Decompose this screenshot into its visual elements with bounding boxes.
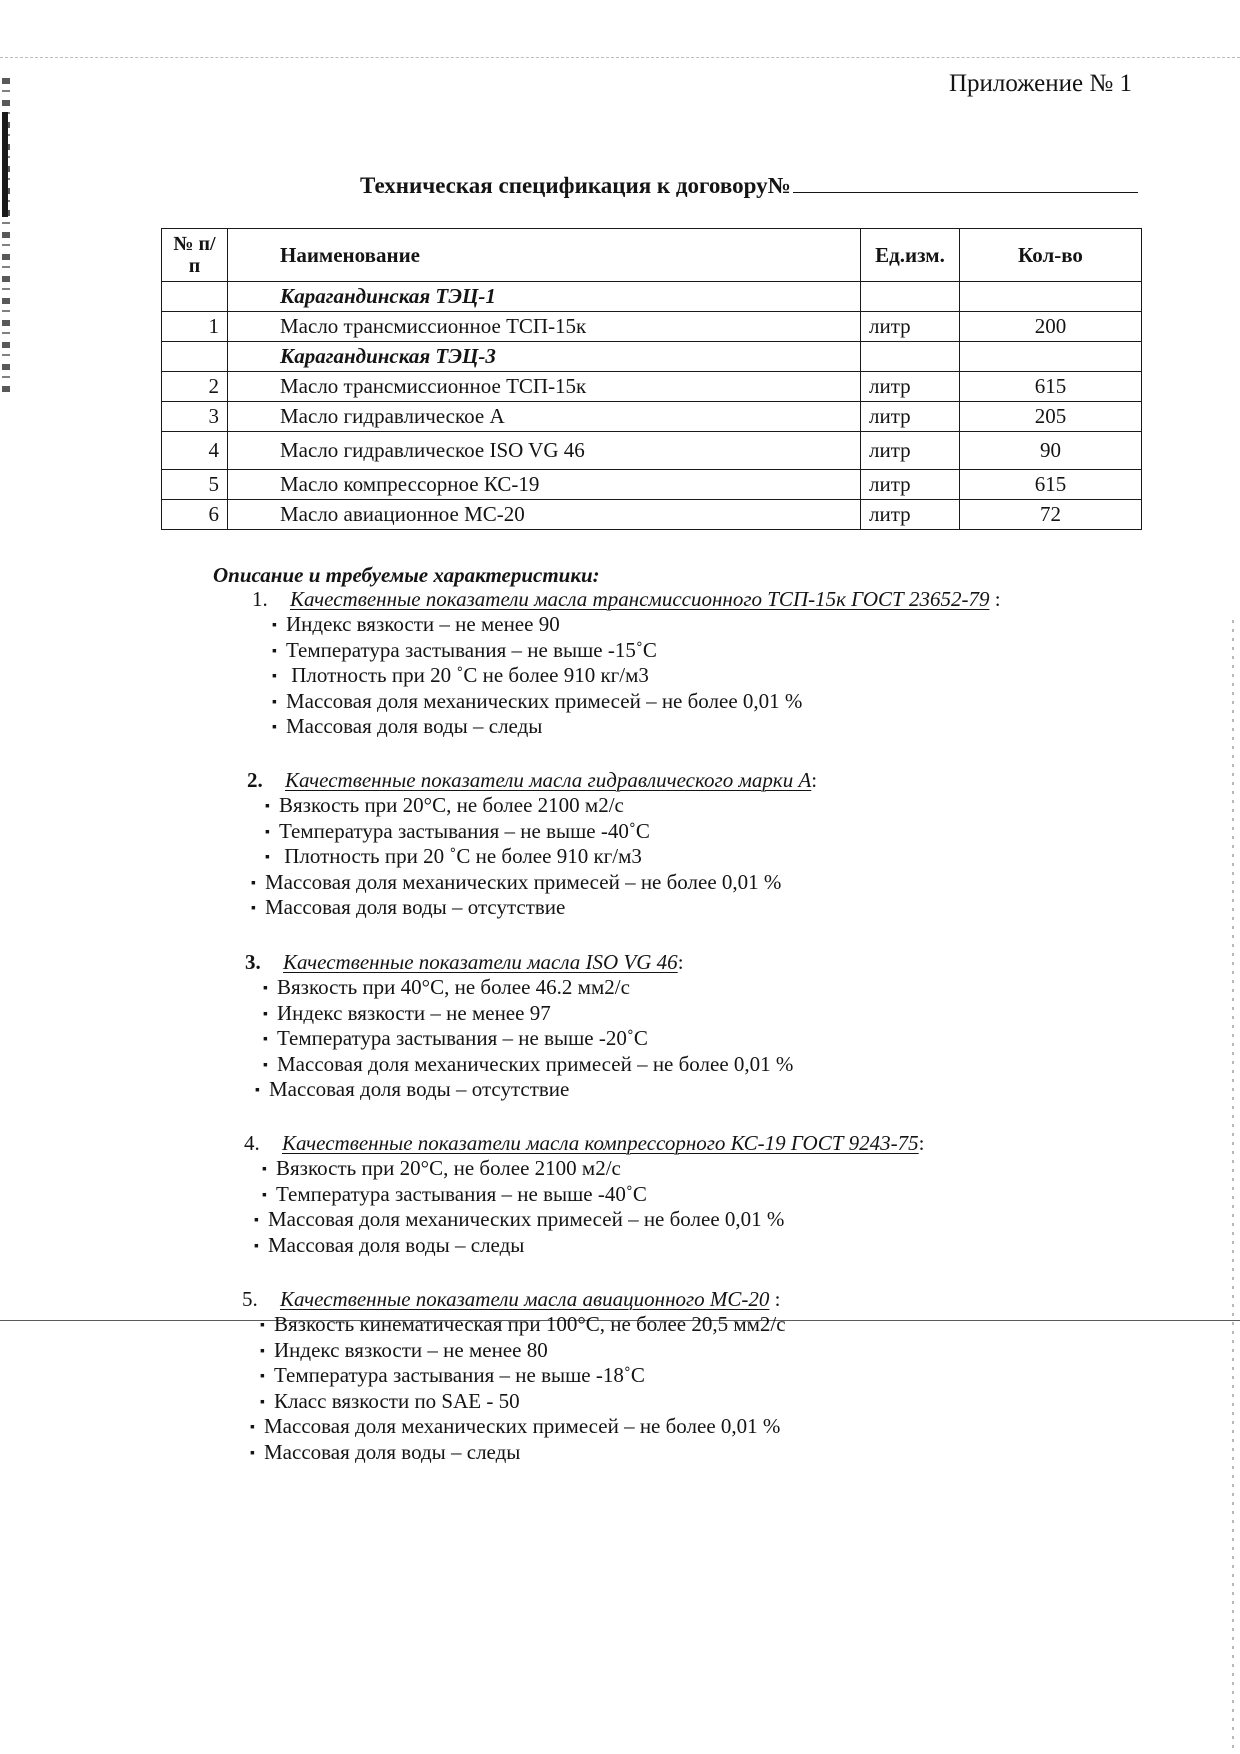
cell-number: 3 bbox=[162, 402, 228, 432]
list-item: ▪ Плотность при 20 ˚С не более 910 кг/м3 bbox=[272, 663, 1001, 689]
list-item: ▪ Массовая доля механических примесей – не более 0,01 % bbox=[263, 1052, 793, 1078]
section-number: 1. bbox=[252, 587, 268, 611]
requirements-section bbox=[242, 1287, 786, 1465]
cell-unit: литр bbox=[861, 402, 960, 432]
cell-unit: литр bbox=[861, 432, 960, 470]
description-title: Описание и требуемые характеристики: bbox=[213, 563, 600, 587]
scan-edge-top bbox=[0, 57, 1240, 58]
table-row bbox=[162, 312, 1142, 342]
requirements-section bbox=[247, 768, 817, 921]
column-header-unit: Ед.изм. bbox=[861, 229, 960, 282]
list-item: ▪ Температура застывания – не выше -40˚С bbox=[262, 1182, 925, 1208]
cell-number bbox=[162, 282, 228, 312]
section-heading bbox=[242, 1287, 786, 1312]
cell-name: Масло трансмиссионное ТСП-15к bbox=[228, 312, 861, 342]
contract-number-blank bbox=[793, 174, 1138, 193]
list-item: ▪ Индекс вязкости – не менее 90 bbox=[272, 612, 1001, 638]
table-section-row bbox=[162, 282, 1142, 312]
document-title-text: Техническая спецификация к договору№ bbox=[360, 173, 791, 198]
list-item: ▪ Вязкость при 20°С, не более 2100 м2/с bbox=[262, 1156, 925, 1182]
list-item: ▪ Массовая доля воды – следы bbox=[250, 1440, 786, 1466]
cell-unit: литр bbox=[861, 470, 960, 500]
cell-name: Масло гидравлическое ISO VG 46 bbox=[228, 432, 861, 470]
cell-unit: литр bbox=[861, 500, 960, 530]
section-heading-suffix: : bbox=[989, 587, 1001, 611]
table-row bbox=[162, 470, 1142, 500]
requirements-section bbox=[245, 950, 793, 1103]
cell-quantity bbox=[960, 342, 1142, 372]
section-heading-text: Качественные показатели масла компрессорного КС-19 ГОСТ 9243-75 bbox=[282, 1131, 919, 1155]
cell-quantity bbox=[960, 282, 1142, 312]
cell-name: Масло компрессорное КС-19 bbox=[228, 470, 861, 500]
cell-name: Карагандинская ТЭЦ-3 bbox=[228, 342, 861, 372]
requirements-list bbox=[272, 612, 1001, 740]
section-heading bbox=[247, 768, 817, 793]
column-header-quantity: Кол-во bbox=[960, 229, 1142, 282]
requirements-list bbox=[265, 793, 817, 921]
cell-number: 2 bbox=[162, 372, 228, 402]
cell-unit bbox=[861, 342, 960, 372]
table-header-row bbox=[162, 229, 1142, 282]
cell-number: 1 bbox=[162, 312, 228, 342]
list-item: ▪ Температура застывания – не выше -20˚С bbox=[263, 1026, 793, 1052]
section-heading-suffix: : bbox=[769, 1287, 781, 1311]
list-item: ▪ Индекс вязкости – не менее 80 bbox=[260, 1338, 786, 1364]
list-item: ▪ Массовая доля воды – отсутствие bbox=[255, 1077, 793, 1103]
cell-quantity: 615 bbox=[960, 470, 1142, 500]
list-item: ▪ Температура застывания – не выше -15˚С bbox=[272, 638, 1001, 664]
requirements-list bbox=[260, 1312, 786, 1465]
section-heading-text: Качественные показатели масла гидравлического марки А bbox=[285, 768, 812, 792]
cell-number: 6 bbox=[162, 500, 228, 530]
specification-table bbox=[161, 228, 1142, 530]
section-heading bbox=[245, 950, 793, 975]
requirements-list bbox=[263, 975, 793, 1103]
section-heading-text: Качественные показатели масла авиационного МС-20 bbox=[280, 1287, 770, 1311]
requirements-section bbox=[244, 1131, 925, 1258]
list-item: ▪ Массовая доля механических примесей – не более 0,01 % bbox=[250, 1414, 786, 1440]
cell-quantity: 200 bbox=[960, 312, 1142, 342]
list-item: ▪ Массовая доля механических примесей – не более 0,01 % bbox=[254, 1207, 925, 1233]
section-number: 5. bbox=[242, 1287, 258, 1311]
table-row bbox=[162, 432, 1142, 470]
column-header-name: Наименование bbox=[228, 229, 861, 282]
list-item: ▪ Плотность при 20 ˚С не более 910 кг/м3 bbox=[265, 844, 817, 870]
requirements-list bbox=[262, 1156, 925, 1258]
cell-name: Масло гидравлическое А bbox=[228, 402, 861, 432]
list-item: ▪ Вязкость при 20°С, не более 2100 м2/с bbox=[265, 793, 817, 819]
section-number: 3. bbox=[245, 950, 261, 974]
cell-name: Масло трансмиссионное ТСП-15к bbox=[228, 372, 861, 402]
document-title bbox=[360, 173, 1138, 199]
list-item: ▪ Класс вязкости по SAE - 50 bbox=[260, 1389, 786, 1415]
list-item: ▪ Массовая доля воды – следы bbox=[272, 714, 1001, 740]
section-heading-suffix: : bbox=[677, 950, 684, 974]
list-item: ▪ Вязкость кинематическая при 100°С, не более 20,5 мм2/с bbox=[260, 1312, 786, 1338]
cell-quantity: 90 bbox=[960, 432, 1142, 470]
cell-quantity: 72 bbox=[960, 500, 1142, 530]
cell-number: 4 bbox=[162, 432, 228, 470]
appendix-label: Приложение № 1 bbox=[948, 70, 1132, 97]
cell-unit bbox=[861, 282, 960, 312]
table-row bbox=[162, 402, 1142, 432]
cell-quantity: 205 bbox=[960, 402, 1142, 432]
requirements-section bbox=[252, 587, 1001, 740]
list-item: ▪ Массовая доля механических примесей – не более 0,01 % bbox=[251, 870, 817, 896]
column-header-number: № п/п bbox=[162, 229, 228, 282]
table-row bbox=[162, 500, 1142, 530]
list-item: ▪ Массовая доля воды – следы bbox=[254, 1233, 925, 1259]
section-heading bbox=[244, 1131, 925, 1156]
section-heading-text: Качественные показатели масла трансмиссионного ТСП-15к ГОСТ 23652-79 bbox=[290, 587, 990, 611]
list-item: ▪ Температура застывания – не выше -18˚С bbox=[260, 1363, 786, 1389]
cell-number: 5 bbox=[162, 470, 228, 500]
section-heading-suffix: : bbox=[918, 1131, 925, 1155]
cell-name: Карагандинская ТЭЦ-1 bbox=[228, 282, 861, 312]
cell-unit: литр bbox=[861, 312, 960, 342]
cell-name: Масло авиационное МС-20 bbox=[228, 500, 861, 530]
section-heading bbox=[252, 587, 1001, 612]
section-heading-text: Качественные показатели масла ISO VG 46 bbox=[283, 950, 678, 974]
list-item: ▪ Массовая доля механических примесей – не более 0,01 % bbox=[272, 689, 1001, 715]
list-item: ▪ Индекс вязкости – не менее 97 bbox=[263, 1001, 793, 1027]
cell-number bbox=[162, 342, 228, 372]
section-number: 4. bbox=[244, 1131, 260, 1155]
table-row bbox=[162, 372, 1142, 402]
cell-unit: литр bbox=[861, 372, 960, 402]
list-item: ▪ Вязкость при 40°С, не более 46.2 мм2/с bbox=[263, 975, 793, 1001]
list-item: ▪ Массовая доля воды – отсутствие bbox=[251, 895, 817, 921]
section-heading-suffix: : bbox=[811, 768, 818, 792]
table-section-row bbox=[162, 342, 1142, 372]
list-item: ▪ Температура застывания – не выше -40˚С bbox=[265, 819, 817, 845]
scan-edge-right bbox=[1232, 620, 1234, 1754]
section-number: 2. bbox=[247, 768, 263, 792]
cell-quantity: 615 bbox=[960, 372, 1142, 402]
scan-edge-left-bar bbox=[2, 112, 8, 217]
